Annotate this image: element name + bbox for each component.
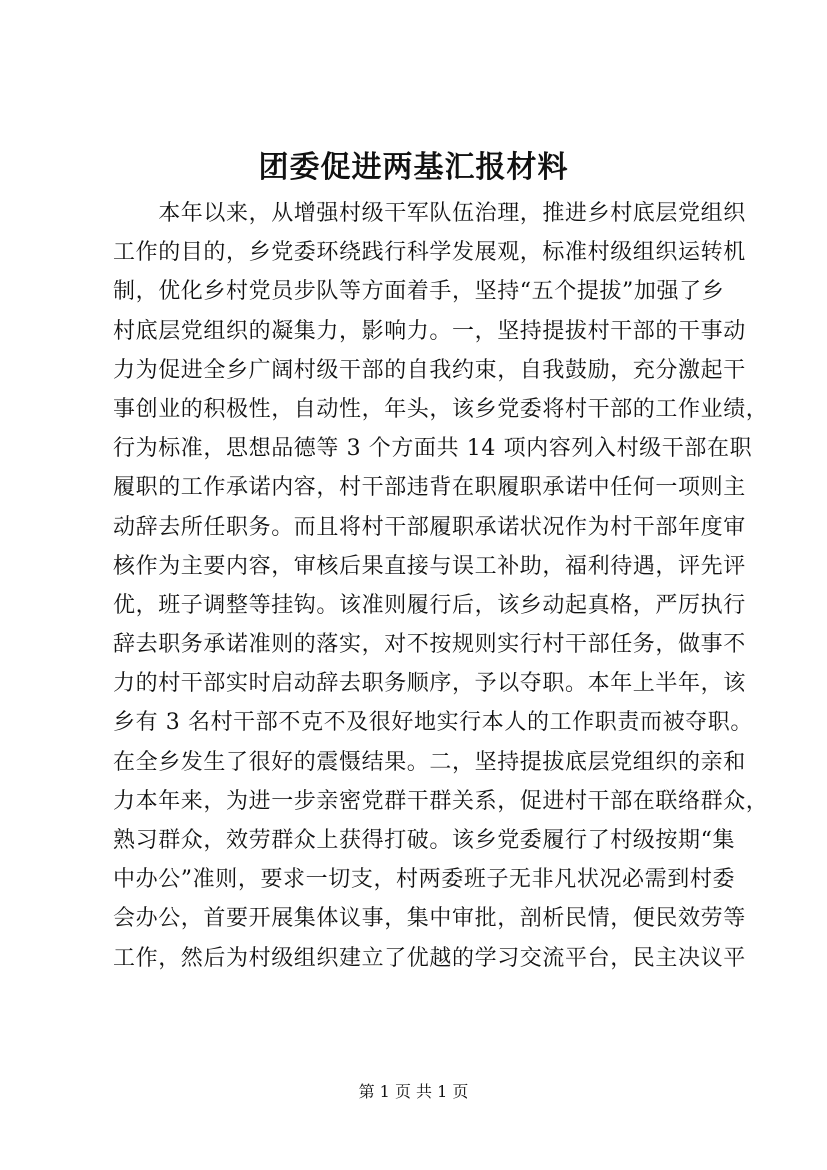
document-title: 团委促进两基汇报材料 <box>258 150 569 185</box>
body-line: 力本年来，为进一步亲密党群干群关系，促进村干部在联络群众， <box>113 788 769 814</box>
body-line: 力为促进全乡广阔村级干部的自我约束，自我鼓励，充分激起干 <box>113 357 746 383</box>
body-line: 中办公”准则，要求一切支，村两委班子无非凡状况必需到村委 <box>113 867 736 893</box>
body-line: 力的村干部实时启动辞去职务顺序，予以夺职。本年上半年，该 <box>113 671 746 697</box>
body-line: 会办公，首要开展集体议事，集中审批，剖析民情，便民效劳等 <box>113 906 746 932</box>
body-line: 履职的工作承诺内容，村干部违背在职履职承诺中任何一项则主 <box>113 475 746 501</box>
body-line: 动辞去所任职务。而且将村干部履职承诺状况作为村干部年度审 <box>113 514 746 540</box>
page-footer: 第 1 页 共 1 页 <box>358 1082 469 1101</box>
body-line: 本年以来，从增强村级干军队伍治理，推进乡村底层党组织 <box>113 201 746 226</box>
body-line: 优，班子调整等挂钩。该准则履行后，该乡动起真格，严厉执行 <box>113 592 746 618</box>
body-line: 行为标准，思想品德等 3 个方面共 14 项内容列入村级干部在职 <box>113 436 753 462</box>
body-line: 在全乡发生了很好的震慑结果。二，坚持提拔底层党组织的亲和 <box>113 749 746 775</box>
document-body <box>113 194 769 978</box>
body-line: 辞去职务承诺准则的落实，对不按规则实行村干部任务，做事不 <box>113 632 746 658</box>
body-line: 熟习群众，效劳群众上获得打破。该乡党委履行了村级按期“集 <box>113 828 736 853</box>
body-line: 事创业的积极性，自动性，年头，该乡党委将村干部的工作业绩， <box>113 396 769 422</box>
body-line: 制，优化乡村党员步队等方面着手，坚持“五个提拔”加强了乡 <box>113 279 725 305</box>
body-line: 工作，然后为村级组织建立了优越的学习交流平台，民主决议平 <box>113 945 746 971</box>
body-line: 村底层党组织的凝集力，影响力。一，坚持提拔村干部的干事动 <box>113 318 746 344</box>
body-line: 核作为主要内容，审核后果直接与误工补助，福利待遇，评先评 <box>113 553 746 579</box>
body-line: 乡有 3 名村干部不克不及很好地实行本人的工作职责而被夺职。 <box>113 710 753 736</box>
body-line: 工作的目的，乡党委环绕践行科学发展观，标准村级组织运转机 <box>113 240 746 266</box>
